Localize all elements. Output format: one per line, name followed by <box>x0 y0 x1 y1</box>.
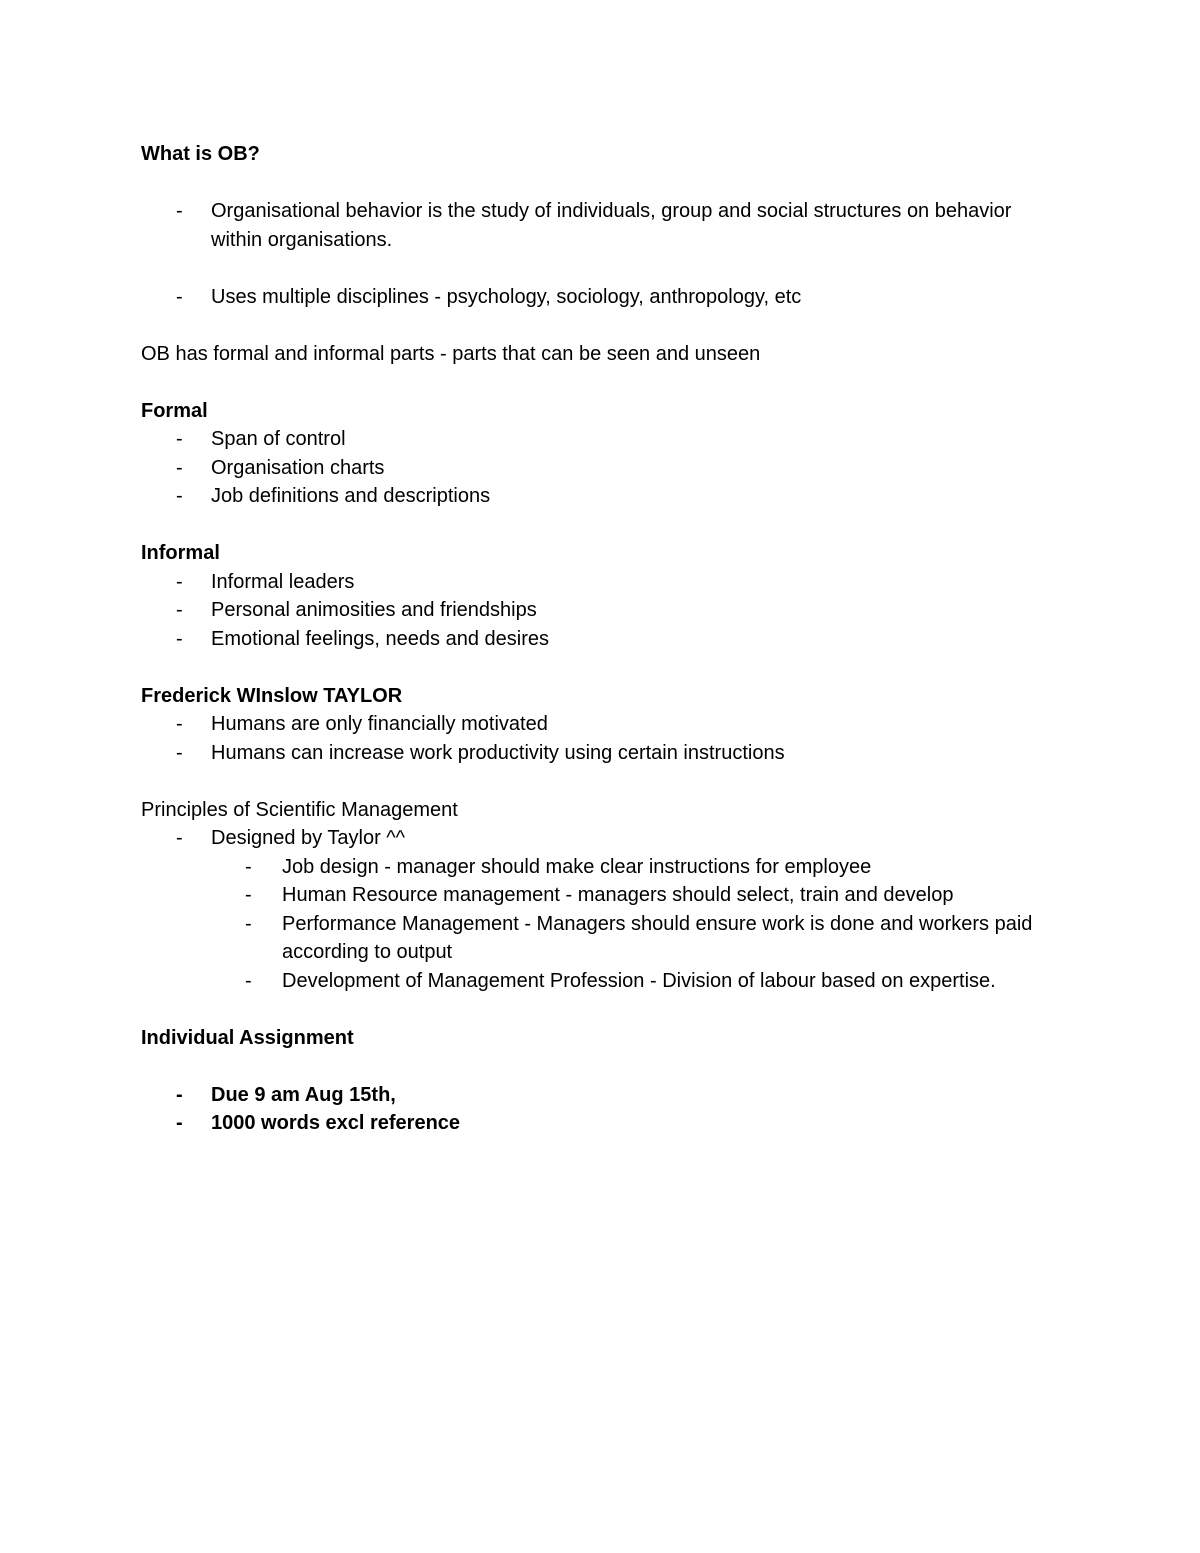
informal-list <box>141 568 1061 654</box>
list-item: - 1000 words excl reference <box>141 1109 1061 1138</box>
heading-assignment: Individual Assignment <box>141 1026 354 1049</box>
list-item: - Job definitions and descriptions <box>141 482 1061 511</box>
list-item: - Humans can increase work productivity using certain instructions <box>141 739 1061 768</box>
list-item <box>141 824 1061 995</box>
assignment-list <box>141 1081 1061 1138</box>
principles-list <box>141 824 1061 995</box>
heading-taylor: Frederick WInslow TAYLOR <box>141 684 403 707</box>
sub-list-item: - Development of Management Profession - Division of labour based on expertise. <box>211 967 1061 996</box>
principles-sub-list <box>211 853 1061 996</box>
list-item: - Personal animosities and friendships <box>141 596 1061 625</box>
heading-formal: Formal <box>141 399 208 422</box>
sub-list-item: - Performance Management - Managers should ensure work is done and workers paid according to output <box>211 910 1061 967</box>
list-item: - Due 9 am Aug 15th, <box>141 1081 1061 1110</box>
document-content <box>141 140 1061 1138</box>
list-item: - Span of control <box>141 425 1061 454</box>
list-item-text: Designed by Taylor ^^ <box>211 827 406 849</box>
heading-informal: Informal <box>141 542 220 564</box>
list-item: - Informal leaders <box>141 568 1061 597</box>
heading-what-is-ob: What is OB? <box>141 143 260 165</box>
taylor-list <box>141 710 1061 767</box>
what-is-ob-list <box>141 197 1061 311</box>
formal-list <box>141 425 1061 511</box>
list-item: - Organisation charts <box>141 454 1061 483</box>
ob-parts-paragraph: OB has formal and informal parts - parts that can be seen and unseen <box>141 342 761 365</box>
list-item: - Emotional feelings, needs and desires <box>141 625 1061 654</box>
heading-principles: Principles of Scientific Management <box>141 798 458 821</box>
list-item: - Organisational behavior is the study of individuals, group and social structures on behavior within organisations. <box>141 197 1061 254</box>
sub-list-item: - Job design - manager should make clear instructions for employee <box>211 853 1061 882</box>
list-item: - Uses multiple disciplines - psychology, sociology, anthropology, etc <box>141 283 1061 312</box>
list-item: - Humans are only financially motivated <box>141 710 1061 739</box>
sub-list-item: - Human Resource management - managers should select, train and develop <box>211 881 1061 910</box>
